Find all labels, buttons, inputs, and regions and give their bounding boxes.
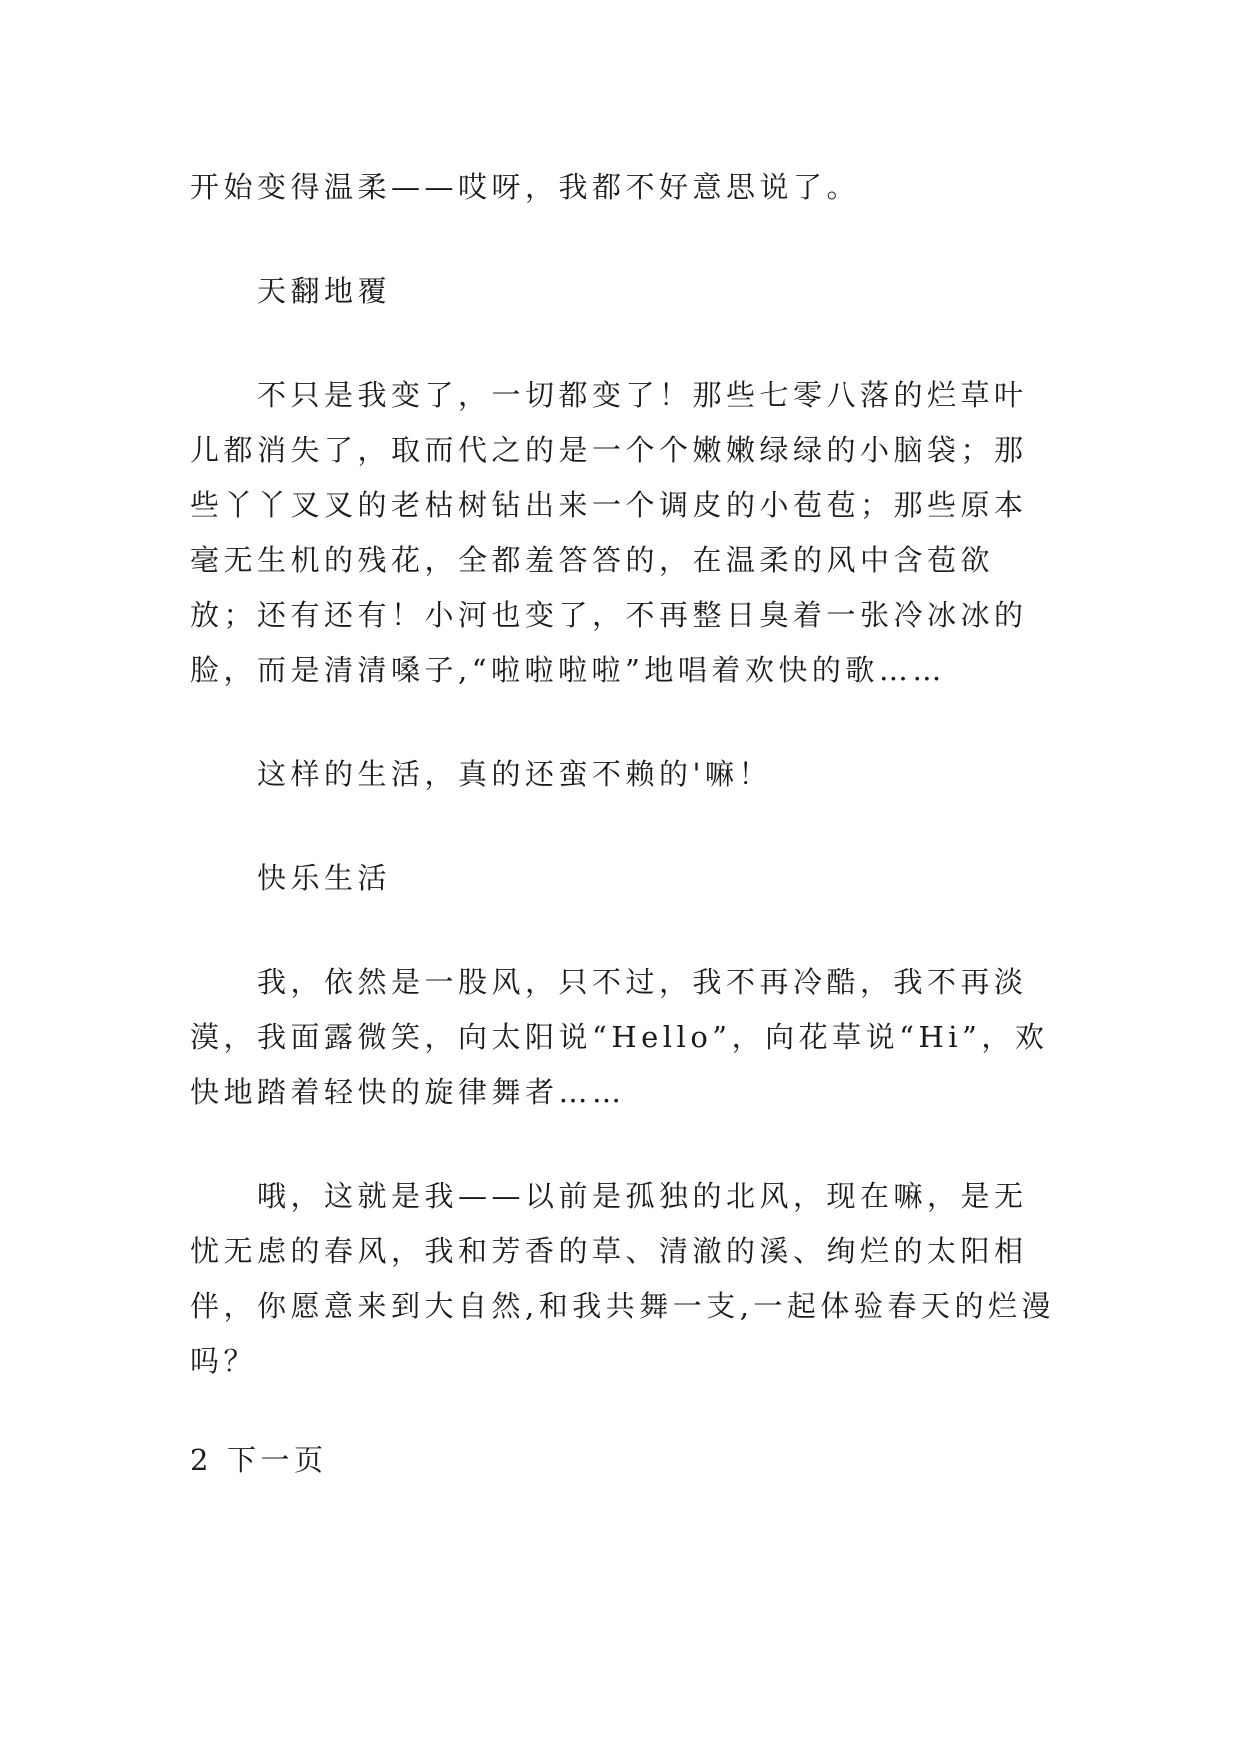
document-body: [190, 160, 1060, 1479]
pagination: [190, 1438, 1060, 1479]
section-heading-happy-life: 快乐生活: [257, 861, 392, 895]
section-heading-upheaval: 天翻地覆: [257, 274, 392, 308]
paragraph-continuation: 开始变得温柔——哎呀，我都不好意思说了。: [190, 170, 861, 204]
next-page-link[interactable]: 下一页: [226, 1443, 328, 1477]
paragraph-everything-changed: 不只是我变了，一切都变了！那些七零八落的烂草叶儿都消失了，取而代之的是一个个嫩嫩绿绿的小脑袋；那些丫丫叉叉的老枯树钻出来一个调皮的小苞苞；那些原本毫无生机的残花，全都羞答答的，在温柔的风中含苞欲放；还有还有！小河也变了，不再整日臭着一张冷冰冰的脸，而是清清嗓子,“啦啦啦啦”地唱着欢快的歌……: [190, 378, 1028, 687]
page-number: 2: [190, 1443, 213, 1477]
paragraph-spring-wind: 哦，这就是我——以前是孤独的北风，现在嘛，是无忧无虑的春风，我和芳香的草、清澈的溪、绚烂的太阳相伴，你愿意来到大自然,和我共舞一支,一起体验春天的烂漫吗？: [190, 1179, 1055, 1378]
paragraph-nice-life: 这样的生活，真的还蛮不赖的'嘛！: [257, 757, 772, 791]
paragraph-still-wind: 我，依然是一股风，只不过，我不再冷酷，我不再淡漠，我面露微笑，向太阳说“Hello”，向花草说“Hi”，欢快地踏着轻快的旋律舞者……: [190, 965, 1049, 1109]
